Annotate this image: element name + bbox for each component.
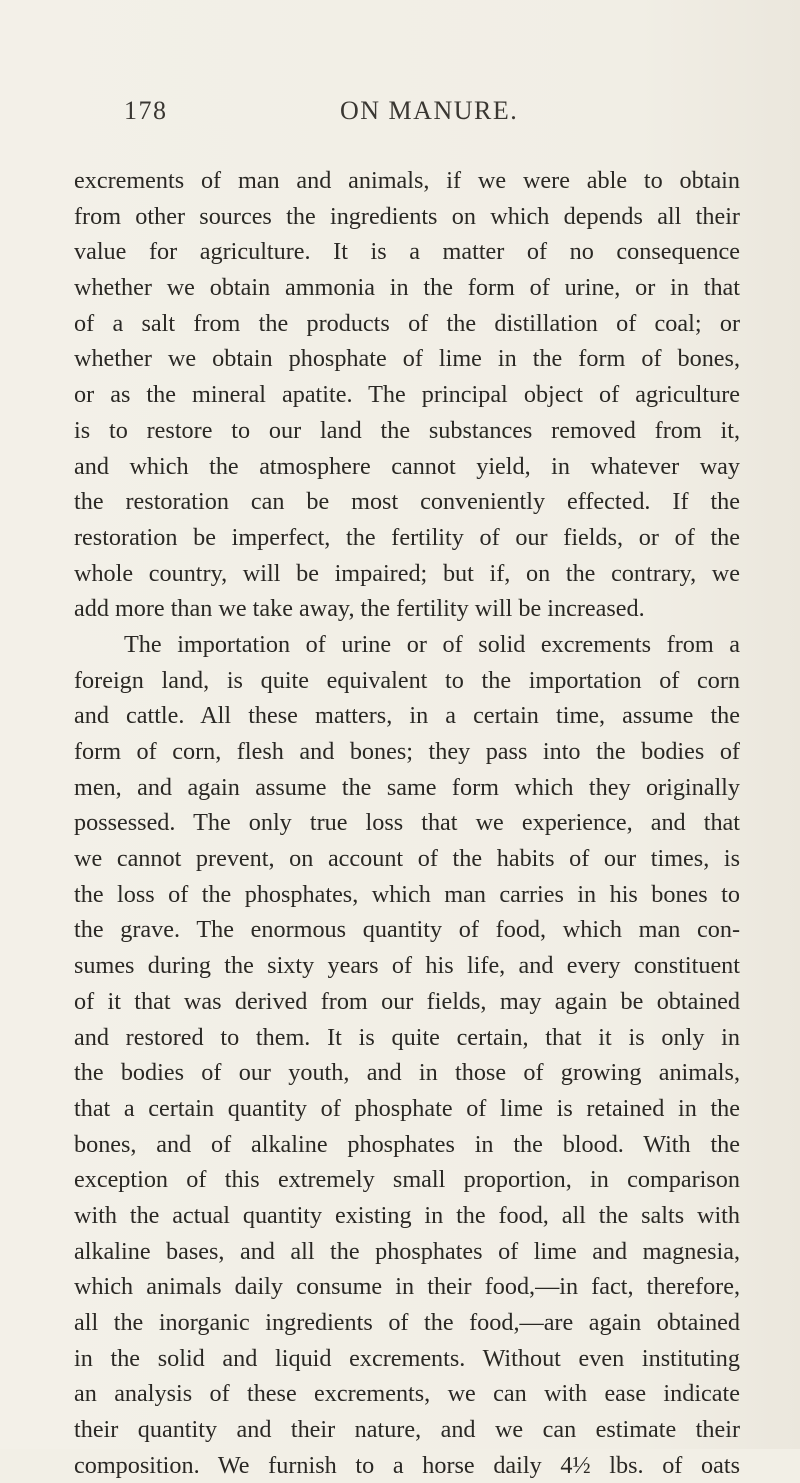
text-line: exception of this extremely small proportion, in comparison	[74, 1166, 740, 1194]
text-line: or as the mineral apatite. The principal object of agriculture	[74, 381, 740, 409]
text-line: and cattle. All these matters, in a certain time, assume the	[74, 702, 740, 730]
text-line: we cannot prevent, on account of the habits of our times, is	[74, 845, 740, 873]
text-line: possessed. The only true loss that we experience, and that	[74, 809, 740, 837]
text-line: which animals daily consume in their food,—in fact, therefore,	[74, 1273, 740, 1301]
text-line: the bodies of our youth, and in those of growing animals,	[74, 1059, 740, 1087]
text-line: restoration be imperfect, the fertility of our fields, or of the	[74, 523, 740, 551]
text-line: excrements of man and animals, if we were able to obtain	[74, 167, 740, 194]
text-line: all the inorganic ingredients of the food,—are again obtained	[74, 1309, 740, 1336]
text-line: the grave. The enormous quantity of food, which man con-	[74, 916, 740, 944]
text-line: with the actual quantity existing in the food, all the salts with	[74, 1201, 740, 1229]
text-line: an analysis of these excrements, we can with ease indicate	[74, 1380, 740, 1408]
text-line: is to restore to our land the substances removed from it,	[74, 416, 740, 444]
text-line: foreign land, is quite equivalent to the importation of corn	[74, 666, 740, 694]
text-line: in the solid and liquid excrements. Without even instituting	[74, 1344, 740, 1372]
text-line: alkaline bases, and all the phosphates of lime and magnesia,	[74, 1237, 740, 1265]
text-line: whether we obtain ammonia in the form of urine, or in that	[74, 274, 740, 302]
text-line: bones, and of alkaline phosphates in the blood. With the	[74, 1130, 740, 1158]
text-line: and restored to them. It is quite certain, that it is only in	[74, 1023, 740, 1051]
text-line: of it that was derived from our fields, may again be obtained	[74, 987, 740, 1015]
text-line: their quantity and their nature, and we can estimate their	[74, 1416, 740, 1444]
text-line: the restoration can be most conveniently effected. If the	[74, 488, 740, 516]
text-line: composition. We furnish to a horse daily 4½ lbs. of oats	[74, 1451, 740, 1479]
running-title: ON MANURE.	[340, 96, 519, 125]
running-head	[124, 96, 744, 136]
text-line: from other sources the ingredients on which depends all their	[74, 202, 740, 230]
text-line: add more than we take away, the fertility will be increased.	[74, 595, 645, 623]
text-line: and which the atmosphere cannot yield, in whatever way	[74, 452, 740, 480]
text-line: that a certain quantity of phosphate of lime is retained in the	[74, 1094, 740, 1122]
text-line: form of corn, flesh and bones; they pass into the bodies of	[74, 738, 740, 765]
text-line: of a salt from the products of the distillation of coal; or	[74, 309, 740, 337]
body-text	[74, 163, 740, 1483]
text-line: whole country, will be impaired; but if, on the contrary, we	[74, 559, 740, 587]
text-line: the loss of the phosphates, which man carries in his bones to	[74, 880, 740, 908]
text-line: whether we obtain phosphate of lime in the form of bones,	[74, 345, 740, 373]
page-number: 178	[124, 96, 168, 125]
text-line: sumes during the sixty years of his life, and every constituent	[74, 952, 740, 980]
text-line: men, and again assume the same form which they originally	[74, 773, 740, 801]
text-line: value for agriculture. It is a matter of no consequence	[74, 238, 740, 266]
paragraph-start-line: The importation of urine or of solid excrements from a	[124, 630, 740, 658]
